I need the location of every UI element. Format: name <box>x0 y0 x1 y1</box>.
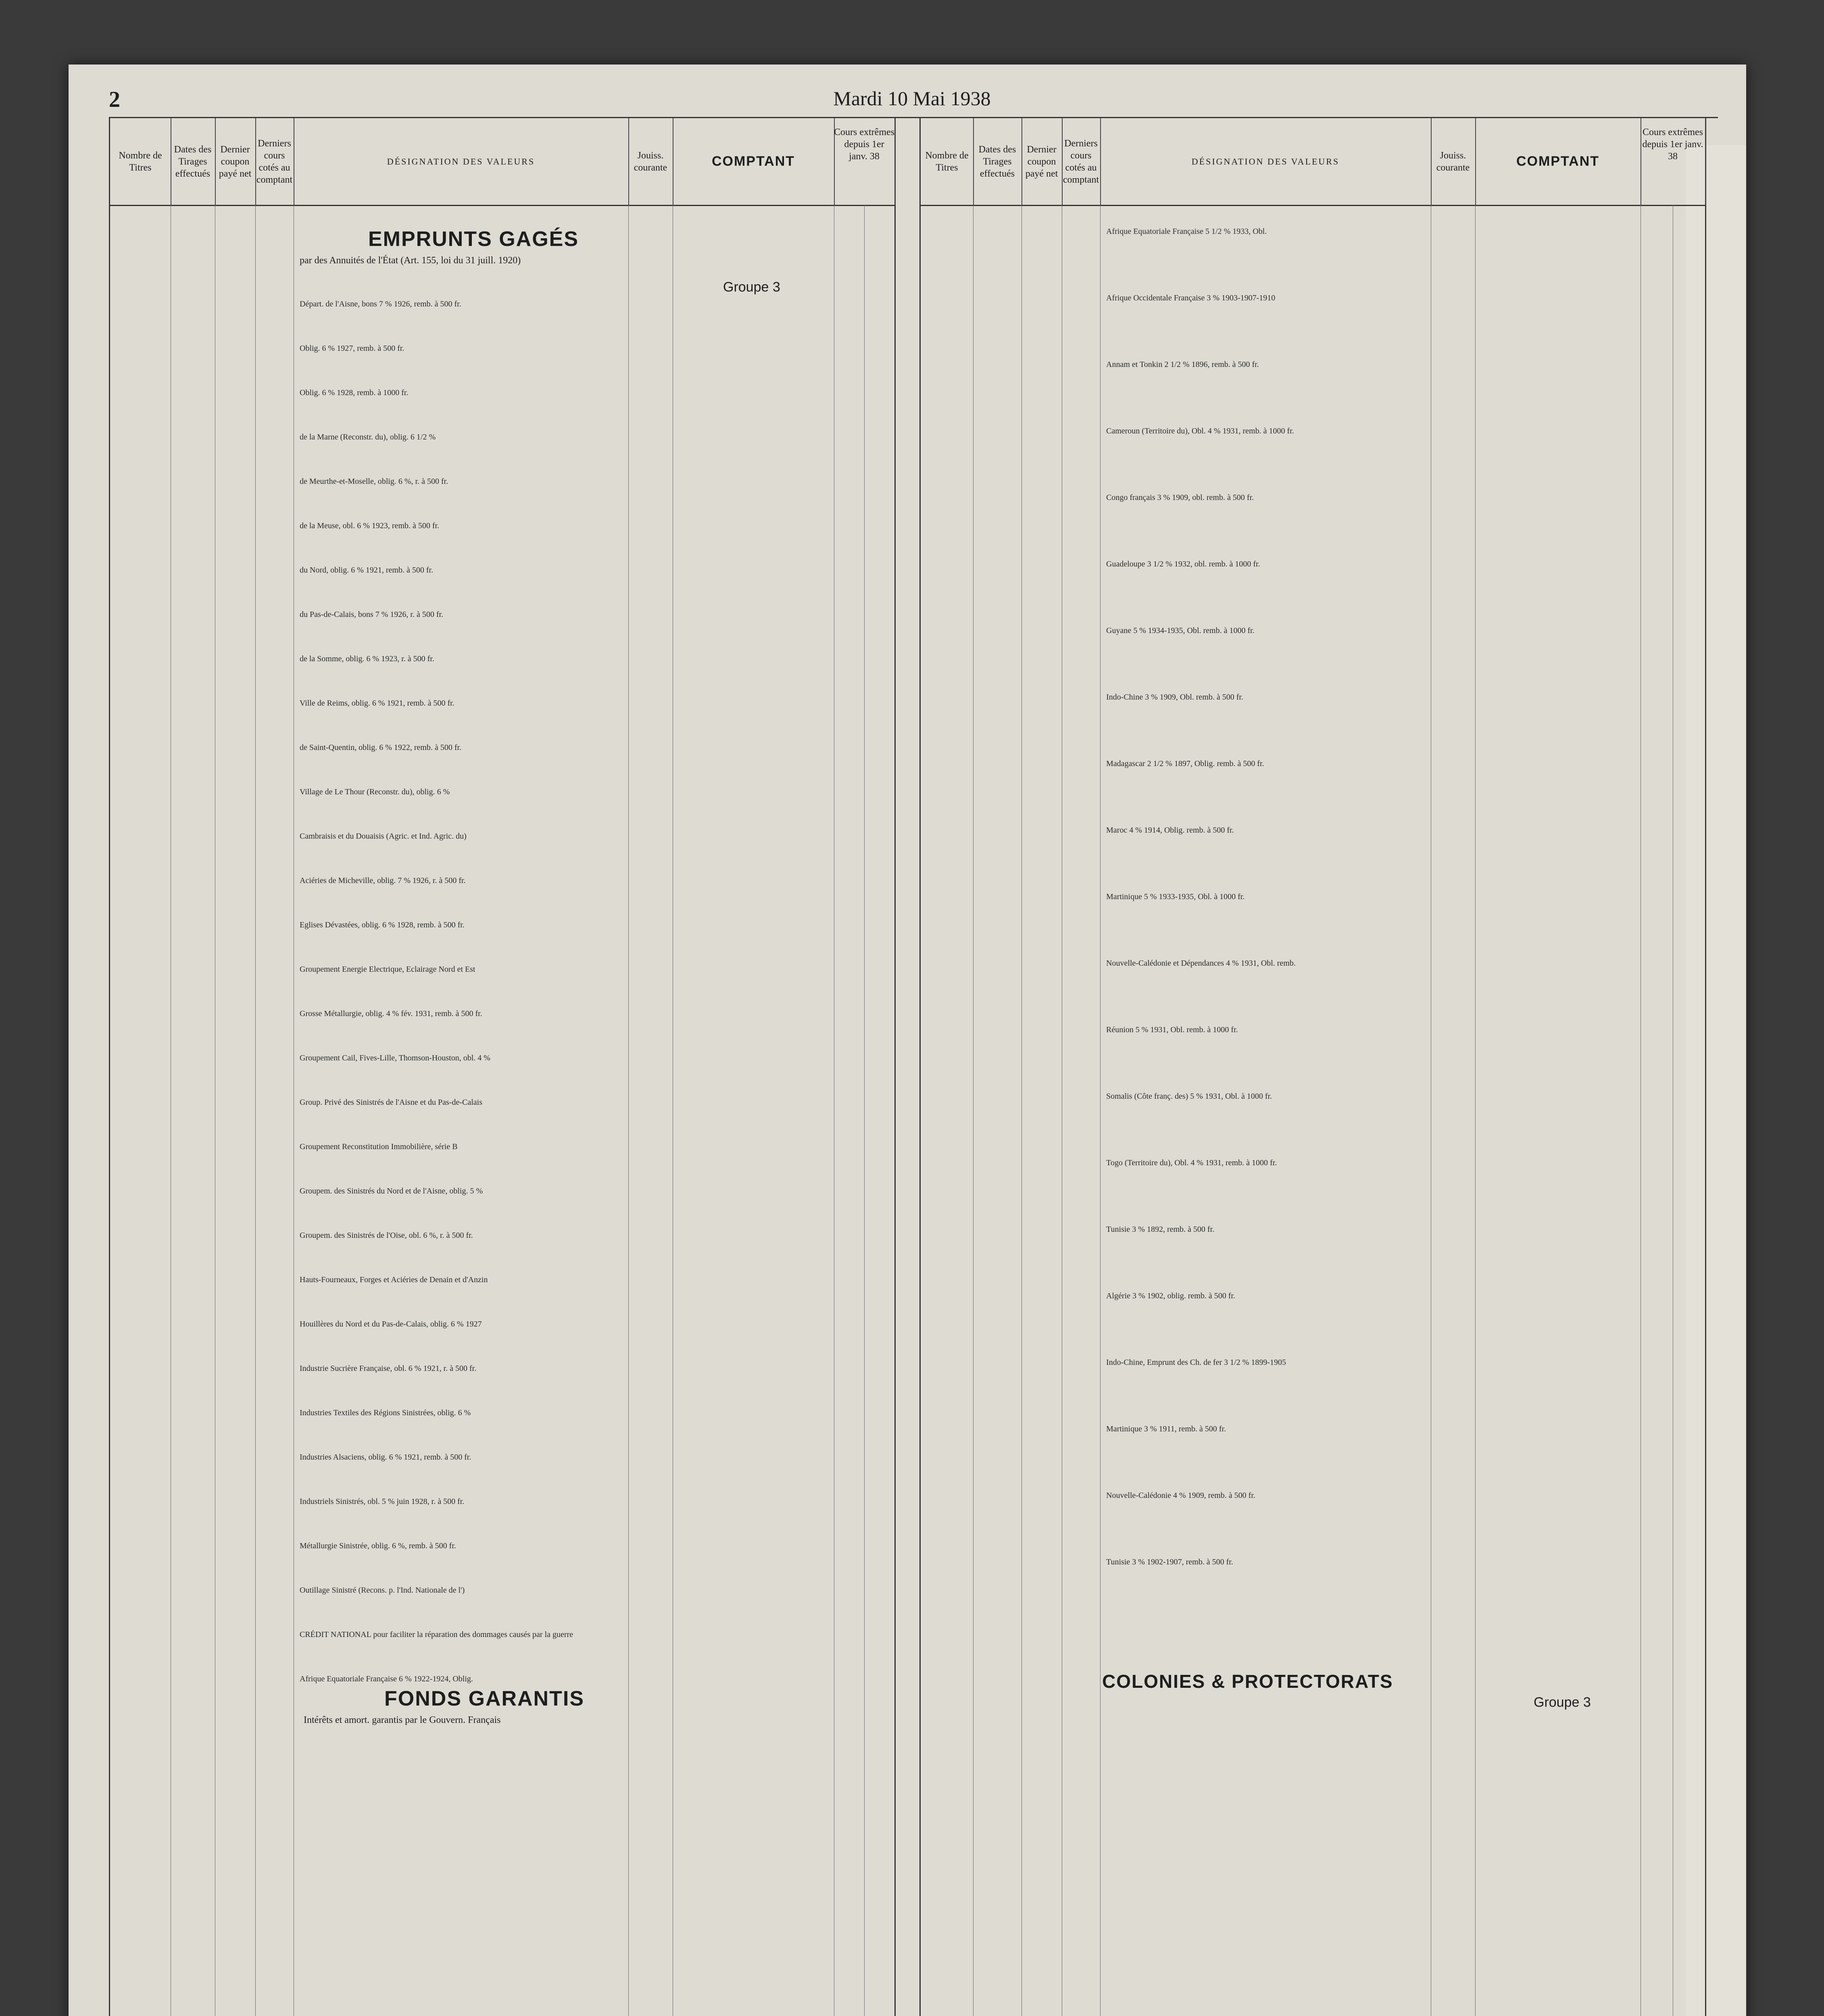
security-row <box>110 876 894 886</box>
security-designation: Congo français 3 % 1909, obl. remb. à 500 fr. <box>1106 493 1254 502</box>
security-designation: Cambraisis et du Douaisis (Agric. et Ind. Agric. du) <box>300 832 467 841</box>
security-designation: Algérie 3 % 1902, oblig. remb. à 500 fr. <box>1106 1291 1235 1300</box>
security-row <box>921 1025 1705 1035</box>
page-header <box>0 87 1824 115</box>
security-designation: Oblig. 6 % 1927, remb. à 500 fr. <box>300 344 404 353</box>
security-designation: Afrique Equatoriale Française 6 % 1922-1924, Oblig. <box>300 1674 473 1683</box>
security-row <box>921 693 1705 702</box>
security-row <box>110 699 894 708</box>
col-dates: Dates des Tirages effectués <box>171 118 216 205</box>
security-row <box>921 294 1705 303</box>
security-row <box>921 227 1705 237</box>
security-row <box>110 1541 894 1551</box>
security-row <box>110 388 894 398</box>
section-title-colonies: COLONIES & PROTECTORATS <box>1102 1671 1393 1692</box>
security-designation: Industries Textiles des Régions Sinistrées, oblig. 6 % <box>300 1408 471 1417</box>
col-dernier-r: Dernier coupon payé net <box>1021 118 1063 205</box>
security-designation: Industriels Sinistrés, obl. 5 % juin 1928, r. à 500 fr. <box>300 1497 465 1506</box>
security-row <box>110 1098 894 1108</box>
security-designation: de Saint-Quentin, oblig. 6 % 1922, remb. à 500 fr. <box>300 743 462 752</box>
col-cours: Derniers cours cotés au comptant <box>255 118 294 205</box>
security-row <box>110 965 894 975</box>
section-sub-fonds: Intérêts et amort. garantis par le Gouvern. Français <box>304 1715 501 1725</box>
quotation-table <box>109 117 1718 2016</box>
col-dates-r: Dates des Tirages effectués <box>973 118 1022 205</box>
security-designation: Groupem. des Sinistrés du Nord et de l'Aisne, oblig. 5 % <box>300 1187 483 1195</box>
left-rows <box>110 211 894 2016</box>
col-cours-r: Derniers cours cotés au comptant <box>1062 118 1101 205</box>
col-jouiss: Jouiss. courante <box>628 118 673 205</box>
security-designation: Grosse Métallurgie, oblig. 4 % fév. 1931, remb. à 500 fr. <box>300 1009 482 1018</box>
col-extremes-r: Cours extrêmes depuis 1er janv. 38 <box>1641 118 1706 205</box>
security-designation: Groupement Energie Electrique, Eclairage Nord et Est <box>300 965 475 974</box>
security-row <box>110 743 894 753</box>
right-column-block <box>919 118 1706 2016</box>
security-row <box>110 1674 894 1684</box>
security-designation: Houillères du Nord et du Pas-de-Calais, oblig. 6 % 1927 <box>300 1320 482 1329</box>
security-row <box>110 566 894 575</box>
security-designation: Ville de Reims, oblig. 6 % 1921, remb. à 500 fr. <box>300 699 454 708</box>
security-row <box>921 1558 1705 1567</box>
security-row <box>110 832 894 841</box>
security-row <box>921 360 1705 370</box>
security-row <box>921 1291 1705 1301</box>
left-column-block <box>109 118 896 2016</box>
security-designation: Madagascar 2 1/2 % 1897, Oblig. remb. à 500 fr. <box>1106 759 1264 768</box>
col-comptant: COMPTANT <box>673 118 835 205</box>
security-designation: Afrique Occidentale Française 3 % 1903-1907-1910 <box>1106 294 1276 302</box>
security-row <box>110 477 894 487</box>
security-row <box>921 1225 1705 1235</box>
groupe-label-left: Groupe 3 <box>723 279 780 295</box>
security-designation: Togo (Territoire du), Obl. 4 % 1931, remb. à 1000 fr. <box>1106 1158 1277 1167</box>
security-designation: Groupement Reconstitution Immobilière, série B <box>300 1142 458 1151</box>
security-row <box>921 493 1705 503</box>
security-row <box>110 1009 894 1019</box>
security-designation: Guyane 5 % 1934-1935, Obl. remb. à 1000 fr. <box>1106 626 1255 635</box>
security-row <box>921 1158 1705 1168</box>
security-row <box>110 1408 894 1418</box>
security-row <box>921 1358 1705 1368</box>
groupe-label-right: Groupe 3 <box>1534 1695 1591 1710</box>
column-headers-left <box>110 118 894 206</box>
security-designation: Village de Le Thour (Reconstr. du), oblig. 6 % <box>300 787 450 796</box>
col-dernier: Dernier coupon payé net <box>215 118 256 205</box>
security-row <box>110 1142 894 1152</box>
security-row <box>110 521 894 531</box>
security-row <box>110 433 894 442</box>
security-designation: Martinique 3 % 1911, remb. à 500 fr. <box>1106 1425 1226 1433</box>
security-designation: Départ. de l'Aisne, bons 7 % 1926, remb. à 500 fr. <box>300 300 461 308</box>
security-designation: Aciéries de Micheville, oblig. 7 % 1926, r. à 500 fr. <box>300 876 466 885</box>
security-row <box>921 427 1705 436</box>
security-row <box>110 344 894 354</box>
security-row <box>110 1586 894 1595</box>
security-designation: Annam et Tonkin 2 1/2 % 1896, remb. à 500 fr. <box>1106 360 1259 369</box>
security-row <box>110 1054 894 1063</box>
security-row <box>110 1187 894 1196</box>
security-designation: Maroc 4 % 1914, Oblig. remb. à 500 fr. <box>1106 826 1234 835</box>
column-headers-right <box>921 118 1705 206</box>
security-row <box>110 787 894 797</box>
col-extremes: Cours extrêmes depuis 1er janv. 38 <box>834 118 895 205</box>
security-designation: Cameroun (Territoire du), Obl. 4 % 1931, remb. à 1000 fr. <box>1106 427 1294 435</box>
security-designation: Tunisie 3 % 1892, remb. à 500 fr. <box>1106 1225 1215 1234</box>
security-designation: Nouvelle-Calédonie et Dépendances 4 % 1931, Obl. remb. <box>1106 959 1296 968</box>
security-designation: du Nord, oblig. 6 % 1921, remb. à 500 fr. <box>300 566 434 575</box>
security-designation: Industries Alsaciens, oblig. 6 % 1921, remb. à 500 fr. <box>300 1453 471 1462</box>
security-designation: Somalis (Côte franç. des) 5 % 1931, Obl. à 1000 fr. <box>1106 1092 1272 1101</box>
security-designation: de la Somme, oblig. 6 % 1923, r. à 500 fr. <box>300 654 434 663</box>
security-designation: Afrique Equatoriale Française 5 1/2 % 1933, Obl. <box>1106 227 1267 236</box>
right-rows <box>921 211 1705 2016</box>
security-designation: CRÉDIT NATIONAL pour faciliter la réparation des dommages causés par la guerre <box>300 1630 573 1639</box>
security-row <box>921 626 1705 636</box>
security-row <box>921 959 1705 968</box>
security-designation: Group. Privé des Sinistrés de l'Aisne et du Pas-de-Calais <box>300 1098 482 1107</box>
security-row <box>921 892 1705 902</box>
security-designation: Indo-Chine, Emprunt des Ch. de fer 3 1/2 % 1899-1905 <box>1106 1358 1286 1367</box>
security-row <box>921 826 1705 835</box>
security-row <box>110 1320 894 1329</box>
security-designation: Eglises Dévastées, oblig. 6 % 1928, remb. à 500 fr. <box>300 921 465 929</box>
security-row <box>921 1092 1705 1102</box>
security-designation: Groupem. des Sinistrés de l'Oise, obl. 6 %, r. à 500 fr. <box>300 1231 473 1240</box>
col-nombre: Nombre de Titres <box>110 118 171 205</box>
security-row <box>921 759 1705 769</box>
section-title-fonds: FONDS GARANTIS <box>384 1687 584 1710</box>
security-row <box>110 1497 894 1507</box>
security-designation: Oblig. 6 % 1928, remb. à 1000 fr. <box>300 388 409 397</box>
col-designation-r: DÉSIGNATION DES VALEURS <box>1100 118 1432 205</box>
col-comptant-r: COMPTANT <box>1475 118 1641 205</box>
col-nombre-r: Nombre de Titres <box>921 118 974 205</box>
security-designation: Groupement Cail, Fives-Lille, Thomson-Houston, obl. 4 % <box>300 1054 490 1062</box>
security-designation: Métallurgie Sinistrée, oblig. 6 %, remb. à 500 fr. <box>300 1541 456 1550</box>
security-designation: Réunion 5 % 1931, Obl. remb. à 1000 fr. <box>1106 1025 1238 1034</box>
page-number: 2 <box>109 87 120 112</box>
security-designation: de la Marne (Reconstr. du), oblig. 6 1/2 % <box>300 433 436 442</box>
section-sub-emprunts: par des Annuités de l'État (Art. 155, loi du 31 juill. 1920) <box>300 255 521 266</box>
section-title-emprunts: EMPRUNTS GAGÉS <box>368 227 579 251</box>
security-designation: Outillage Sinistré (Recons. p. l'Ind. Nationale de l') <box>300 1586 465 1595</box>
security-designation: Tunisie 3 % 1902-1907, remb. à 500 fr. <box>1106 1558 1233 1566</box>
security-designation: Martinique 5 % 1933-1935, Obl. à 1000 fr. <box>1106 892 1245 901</box>
security-row <box>110 1231 894 1241</box>
col-designation: DÉSIGNATION DES VALEURS <box>294 118 629 205</box>
security-designation: de la Meuse, obl. 6 % 1923, remb. à 500 fr. <box>300 521 440 530</box>
security-designation: de Meurthe-et-Moselle, oblig. 6 %, r. à 500 fr. <box>300 477 448 486</box>
col-jouiss-r: Jouiss. courante <box>1431 118 1476 205</box>
security-row <box>110 610 894 620</box>
security-designation: Guadeloupe 3 1/2 % 1932, obl. remb. à 1000 fr. <box>1106 560 1260 569</box>
security-designation: Indo-Chine 3 % 1909, Obl. remb. à 500 fr. <box>1106 693 1243 702</box>
security-row <box>110 300 894 309</box>
security-row <box>921 1491 1705 1501</box>
page-date: Mardi 10 Mai 1938 <box>833 87 991 110</box>
security-row <box>110 1364 894 1374</box>
security-row <box>921 560 1705 569</box>
security-row <box>110 1453 894 1462</box>
security-row <box>921 1425 1705 1434</box>
security-designation: du Pas-de-Calais, bons 7 % 1926, r. à 500 fr. <box>300 610 444 619</box>
security-designation: Industrie Sucrière Française, obl. 6 % 1921, r. à 500 fr. <box>300 1364 477 1373</box>
security-designation: Hauts-Fourneaux, Forges et Aciéries de Denain et d'Anzin <box>300 1275 488 1284</box>
security-row <box>110 921 894 930</box>
security-row <box>110 1275 894 1285</box>
security-row <box>110 654 894 664</box>
security-designation: Nouvelle-Calédonie 4 % 1909, remb. à 500 fr. <box>1106 1491 1255 1500</box>
security-row <box>110 1630 894 1640</box>
